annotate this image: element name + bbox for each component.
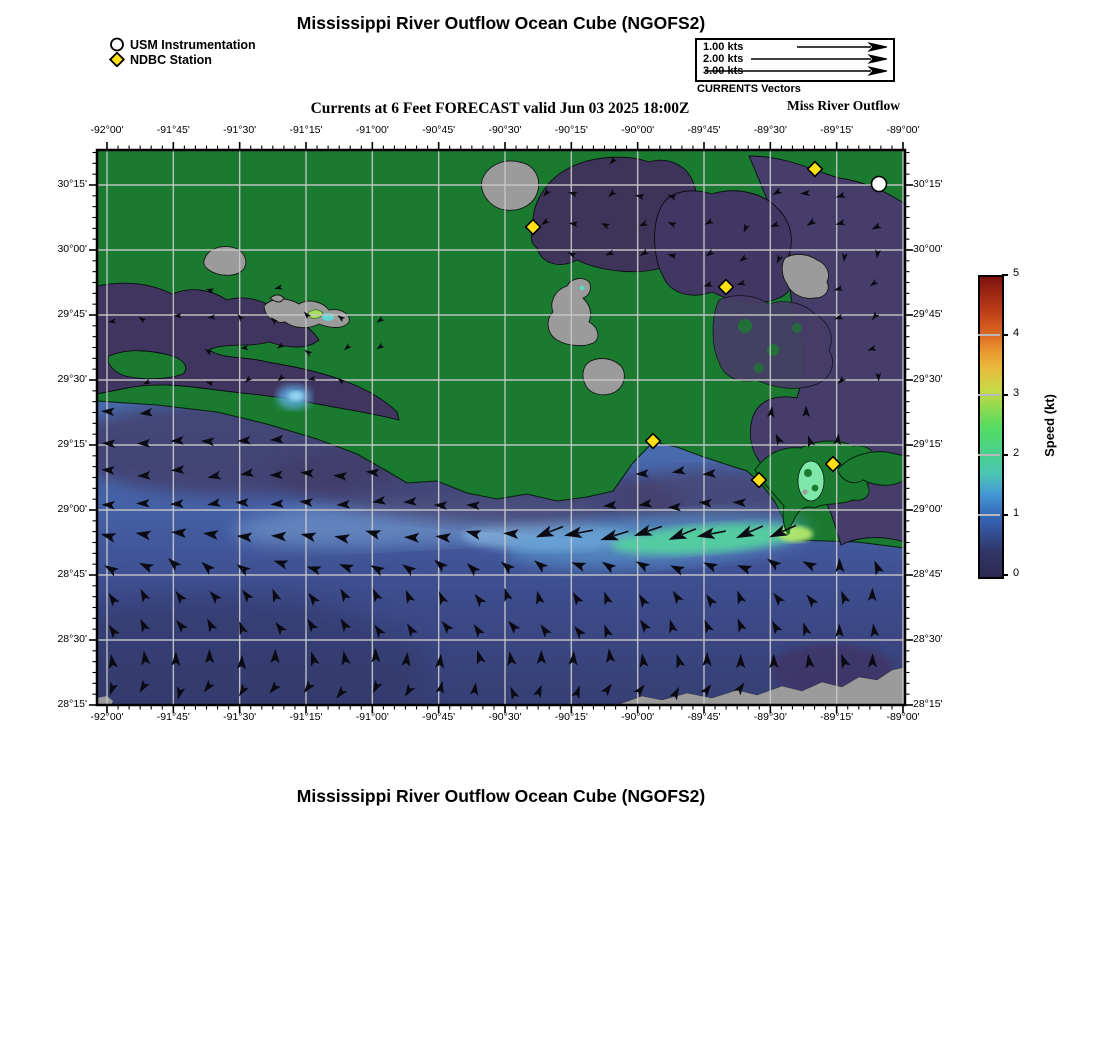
lon-label-top-8: -90°00' [621,124,655,136]
lon-label-top-1: -91°45' [156,124,190,136]
lat-label-right-8: 28°15' [913,698,943,710]
colorbar-label-5: 5 [1013,267,1020,279]
lat-label-left-8: 28°15' [57,698,87,710]
lon-label-bottom-8: -90°00' [621,711,655,723]
lat-label-left-6: 28°45' [57,568,87,580]
vector-key-label-1: 1.00 kts [703,41,744,53]
lon-label-bottom-12: -89°00' [886,711,920,723]
ndbc-diamond-icon [108,52,126,67]
lon-label-bottom-4: -91°00' [355,711,389,723]
lat-label-right-7: 28°30' [913,633,943,645]
colorbar-tick-2 [1002,454,1008,456]
lon-label-bottom-0: -92°00' [90,711,124,723]
usm-station-marker-0 [872,177,887,192]
lon-label-top-0: -92°00' [90,124,124,136]
colorbar-tick-0 [1002,574,1008,576]
colorbar-label-1: 1 [1013,507,1020,519]
colorbar-tick-3 [1002,394,1008,396]
vector-key-arrows-icon [697,40,893,80]
lat-label-left-5: 29°00' [57,503,87,515]
lat-label-right-1: 30°00' [913,243,943,255]
colorbar-title: Speed (kt) [1041,394,1057,457]
legend-row-usm [108,37,256,52]
lon-label-top-7: -90°15' [554,124,588,136]
colorbar-label-0: 0 [1013,567,1020,579]
lat-label-left-3: 29°30' [57,373,87,385]
map-plot [87,140,915,715]
vector-key-label-3: 3.00 kts [703,65,744,77]
lat-label-left-1: 30°00' [57,243,87,255]
lat-label-right-4: 29°15' [913,438,943,450]
vector-key-box [695,38,895,82]
colorbar-gridline-1 [978,514,1000,516]
legend-label-usm: USM Instrumentation [130,37,256,52]
figure-title-bottom: Mississippi River Outflow Ocean Cube (NGOFS2) [296,786,706,806]
lat-label-left-7: 28°30' [57,633,87,645]
lon-label-bottom-6: -90°30' [488,711,522,723]
forecast-subtitle: Currents at 6 Feet FORECAST valid Jun 03 2025 18:00Z [310,100,690,117]
colorbar-label-2: 2 [1013,447,1020,459]
colorbar-tick-1 [1002,514,1008,516]
vector-key-label-2: 2.00 kts [703,53,744,65]
lon-label-top-2: -91°30' [223,124,257,136]
colorbar-gridline-4 [978,334,1000,336]
speed-colorbar [978,275,1004,579]
lon-label-top-4: -91°00' [355,124,389,136]
lon-label-top-11: -89°15' [820,124,854,136]
lon-label-bottom-1: -91°45' [156,711,190,723]
vector-key-caption: CURRENTS Vectors [697,83,801,95]
colorbar-tick-5 [1002,274,1008,276]
marker-legend [108,37,256,67]
colorbar-gridline-2 [978,454,1000,456]
colorbar-tick-4 [1002,334,1008,336]
lat-label-right-0: 30°15' [913,178,943,190]
colorbar-label-3: 3 [1013,387,1020,399]
legend-row-ndbc [108,52,256,67]
lat-label-right-2: 29°45' [913,308,943,320]
lat-label-left-2: 29°45' [57,308,87,320]
lon-label-top-6: -90°30' [488,124,522,136]
lon-label-bottom-5: -90°45' [422,711,456,723]
colorbar-label-4: 4 [1013,327,1020,339]
lon-label-top-12: -89°00' [886,124,920,136]
lat-label-left-0: 30°15' [57,178,87,190]
lat-label-right-6: 28°45' [913,568,943,580]
lon-label-bottom-9: -89°45' [687,711,721,723]
lon-label-top-3: -91°15' [289,124,323,136]
lon-label-bottom-2: -91°30' [223,711,257,723]
lat-label-left-4: 29°15' [57,438,87,450]
lon-label-bottom-7: -90°15' [554,711,588,723]
lon-label-top-9: -89°45' [687,124,721,136]
figure-title-top: Mississippi River Outflow Ocean Cube (NGOFS2) [296,13,706,33]
lon-label-top-5: -90°45' [422,124,456,136]
region-label: Miss River Outflow [787,98,900,113]
usm-circle-icon [108,37,126,52]
lat-label-right-3: 29°30' [913,373,943,385]
lon-label-bottom-3: -91°15' [289,711,323,723]
lon-label-bottom-10: -89°30' [753,711,787,723]
lon-label-bottom-11: -89°15' [820,711,854,723]
colorbar-gridline-3 [978,394,1000,396]
lat-label-right-5: 29°00' [913,503,943,515]
legend-label-ndbc: NDBC Station [130,52,212,67]
lon-label-top-10: -89°30' [753,124,787,136]
